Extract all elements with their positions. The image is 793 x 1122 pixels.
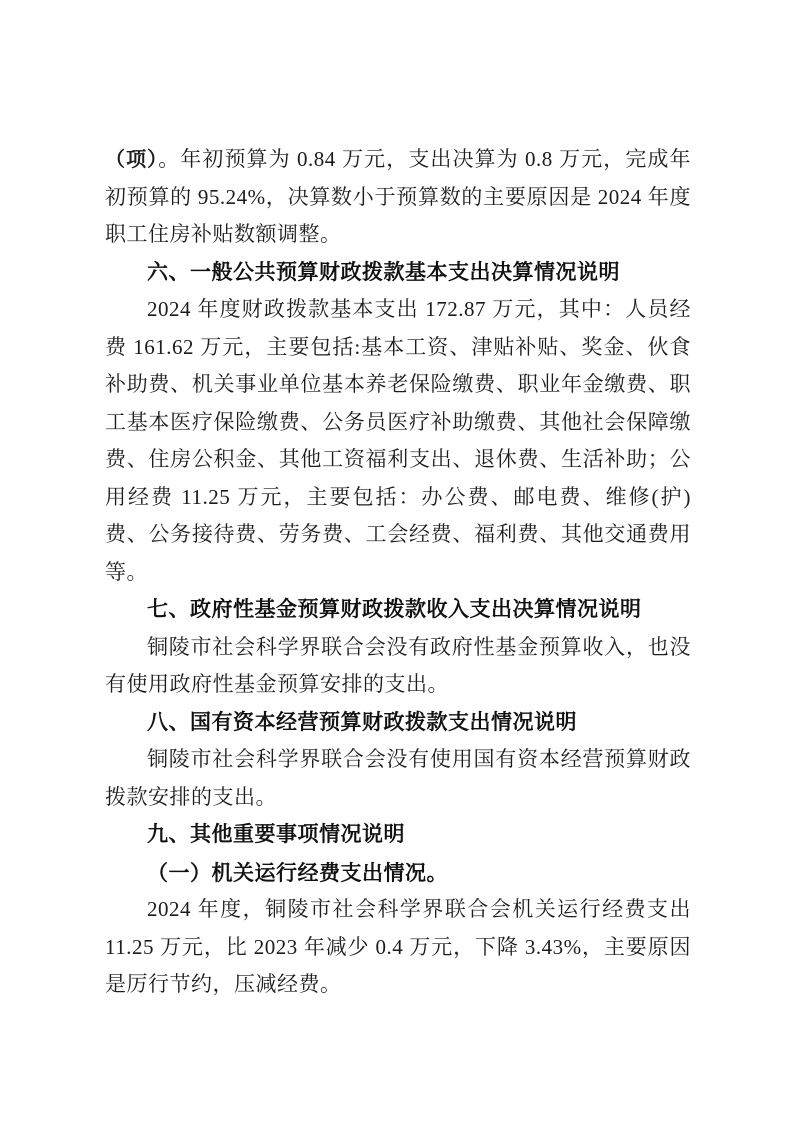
paragraph-section-6: 2024 年度财政拨款基本支出 172.87 万元，其中：人员经费 161.62 万元，主要包括:基本工资、津贴补贴、奖金、伙食补助费、机关事业单位基本养老保险缴费、职业年金缴费、职工基本医疗保险缴费、公务员医疗补助缴费、其他社会保障缴费、住房公积金、其他工资福利支出、退休费、生活补助；公用经费 11.25 万元，主要包括：办公费、邮电费、维修(护)费、公务接待费、劳务费、工会经费、福利费、其他交通费用等。 bbox=[105, 297, 691, 584]
paragraph-section-8: 铜陵市社会科学界联合会没有使用国有资本经营预算财政拨款安排的支出。 bbox=[105, 747, 691, 809]
paragraph-section-7: 铜陵市社会科学界联合会没有政府性基金预算收入，也没有使用政府性基金预算安排的支出。 bbox=[105, 634, 691, 696]
document-content bbox=[105, 141, 691, 1004]
sub-heading-9-1: （一）机关运行经费支出情况。 bbox=[147, 859, 448, 885]
paragraph-section-9-1: 2024 年度，铜陵市社会科学界联合会机关运行经费支出 11.25 万元，比 2023 年减少 0.4 万元，下降 3.43%，主要原因是厉行节约，压减经费。 bbox=[105, 897, 691, 996]
paragraph-item-budget-text: 。年初预算为 0.84 万元，支出决算为 0.8 万元，完成年初预算的 95.24%，决算数小于预算数的主要原因是 2024 年度职工住房补贴数额调整。 bbox=[105, 147, 692, 246]
section-heading-9: 九、其他重要事项情况说明 bbox=[147, 822, 405, 846]
bold-item-label: （项） bbox=[105, 147, 159, 171]
section-heading-8: 八、国有资本经营预算财政拨款支出情况说明 bbox=[147, 709, 577, 734]
section-heading-6: 六、一般公共预算财政拨款基本支出决算情况说明 bbox=[147, 259, 620, 284]
section-heading-7: 七、政府性基金预算财政拨款收入支出决算情况说明 bbox=[147, 597, 642, 621]
paragraph-item-budget-continuation bbox=[105, 141, 691, 254]
